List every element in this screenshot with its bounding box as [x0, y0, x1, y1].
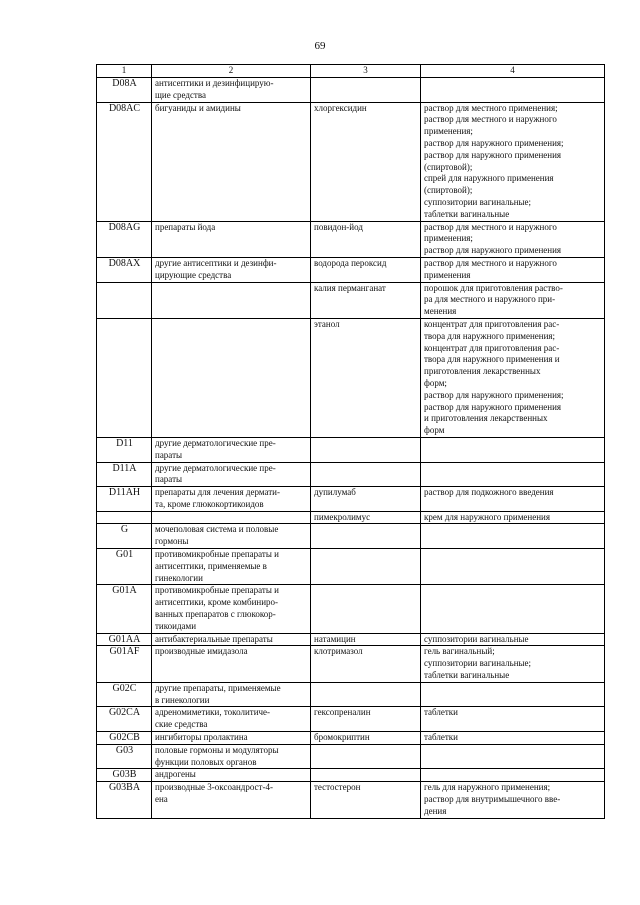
cell-text-line: форм [424, 425, 445, 436]
atc-code-cell: G01 [97, 549, 152, 585]
atc-code-cell: D11 [97, 437, 152, 462]
table-row [97, 744, 605, 769]
group-name-cell [152, 524, 311, 549]
dosage-forms-cell [421, 744, 605, 769]
group-name-cell [152, 318, 311, 437]
cell-text-line: ские средства [155, 719, 208, 730]
group-name-cell [152, 782, 311, 818]
drug-name-cell [311, 782, 421, 818]
cell-text-line: (спиртовой); [424, 161, 473, 172]
cell-text-line: таблетки вагинальные [424, 208, 510, 219]
table-row [97, 769, 605, 782]
table-row [97, 633, 605, 646]
cell-text-line: тикоидами [155, 620, 197, 631]
group-name-cell [152, 682, 311, 707]
drug-name-cell [311, 682, 421, 707]
atc-code-cell [97, 318, 152, 437]
atc-code-cell: D11A [97, 462, 152, 487]
atc-code-cell: G03 [97, 744, 152, 769]
cell-text-line: хлоргексидин [314, 102, 367, 113]
cell-text-line: бигуаниды и амидины [155, 102, 241, 113]
dosage-forms-cell [421, 257, 605, 282]
cell-text-line: препараты йода [155, 221, 216, 232]
cell-text-line: гель для наружного применения; [424, 782, 551, 793]
group-name-cell [152, 744, 311, 769]
group-name-cell [152, 633, 311, 646]
cell-text-line: антибактериальные препараты [155, 633, 273, 644]
drug-name-cell [311, 282, 421, 318]
atc-code-cell: G01AA [97, 633, 152, 646]
atc-code-cell: D08AC [97, 102, 152, 221]
cell-text-line: гель вагинальный; [424, 646, 495, 657]
dosage-forms-cell [421, 682, 605, 707]
dosage-forms-cell [421, 707, 605, 732]
cell-text-line: клотримазол [314, 646, 363, 657]
group-name-cell [152, 511, 311, 524]
cell-text-line: параты [155, 474, 183, 485]
cell-text-line: калия перманганат [314, 282, 386, 293]
group-name-cell [152, 769, 311, 782]
cell-text-line: крем для наружного применения [424, 511, 551, 522]
cell-text-line: раствор для наружного применения; [424, 389, 564, 400]
cell-text-line: твора для наружного применения и [424, 354, 560, 365]
drug-name-cell [311, 318, 421, 437]
cell-text-line: андрогены [155, 769, 196, 780]
cell-text-line: суппозитории вагинальные; [424, 196, 532, 207]
cell-text-line: твора для наружного применения; [424, 330, 556, 341]
cell-text-line: гормоны [155, 536, 189, 547]
cell-text-line: гинекологии [155, 572, 203, 583]
dosage-forms-cell [421, 769, 605, 782]
table-row [97, 646, 605, 682]
table-row [97, 221, 605, 257]
drug-name-cell [311, 585, 421, 633]
atc-code-cell: G03B [97, 769, 152, 782]
drug-name-cell [311, 102, 421, 221]
cell-text-line: пимекролимус [314, 511, 371, 522]
table-row [97, 102, 605, 221]
cell-text-line: раствор для местного и наружного [424, 114, 557, 125]
dosage-forms-cell [421, 782, 605, 818]
column-header: 4 [421, 65, 605, 78]
atc-code-cell: G03BA [97, 782, 152, 818]
cell-text-line: суппозитории вагинальные; [424, 658, 532, 669]
cell-text-line: повидон-йод [314, 221, 363, 232]
cell-text-line: тестостерон [314, 782, 361, 793]
table-row [97, 782, 605, 818]
drug-name-cell [311, 437, 421, 462]
drug-name-cell [311, 707, 421, 732]
dosage-forms-cell [421, 732, 605, 745]
group-name-cell [152, 221, 311, 257]
cell-text-line: натамицин [314, 633, 356, 644]
dosage-forms-cell [421, 102, 605, 221]
cell-text-line: ингибиторы пролактина [155, 732, 248, 743]
table-row [97, 707, 605, 732]
group-name-cell [152, 257, 311, 282]
cell-text-line: антисептики, кроме комбиниро- [155, 597, 279, 608]
cell-text-line: раствор для местного и наружного [424, 221, 557, 232]
page-number: 69 [314, 40, 326, 52]
atc-code-cell: D08AX [97, 257, 152, 282]
cell-text-line: производные имидазола [155, 646, 248, 657]
drug-name-cell [311, 524, 421, 549]
group-name-cell [152, 437, 311, 462]
cell-text-line: ра для местного и наружного при- [424, 294, 556, 305]
cell-text-line: дения [424, 805, 447, 816]
drug-name-cell [311, 769, 421, 782]
cell-text-line: применения [424, 269, 471, 280]
dosage-forms-cell [421, 633, 605, 646]
cell-text-line: бромокриптин [314, 732, 370, 743]
drug-name-cell [311, 511, 421, 524]
cell-text-line: приготовления лекарственных [424, 366, 541, 377]
drug-name-cell [311, 487, 421, 512]
drug-name-cell [311, 633, 421, 646]
cell-text-line: функции половых органов [155, 756, 257, 767]
cell-text-line: ена [155, 794, 168, 805]
cell-text-line: гексопреналин [314, 707, 371, 718]
dosage-forms-cell [421, 585, 605, 633]
atc-code-cell: G02CA [97, 707, 152, 732]
dosage-forms-cell [421, 487, 605, 512]
cell-text-line: ванных препаратов с глюкокор- [155, 609, 276, 620]
atc-code-cell: G [97, 524, 152, 549]
dosage-forms-cell [421, 78, 605, 103]
drug-name-cell [311, 221, 421, 257]
cell-text-line: таблетки вагинальные [424, 670, 510, 681]
cell-text-line: раствор для внутримышечного вве- [424, 794, 561, 805]
group-name-cell [152, 707, 311, 732]
cell-text-line: антисептики, применяемые в [155, 560, 267, 571]
atc-code-cell: D11AH [97, 487, 152, 512]
dosage-forms-cell [421, 221, 605, 257]
cell-text-line: в гинекологии [155, 694, 210, 705]
cell-text-line: щие средства [155, 89, 206, 100]
table-row [97, 524, 605, 549]
cell-text-line: половые гормоны и модуляторы [155, 744, 279, 755]
drug-name-cell [311, 646, 421, 682]
cell-text-line: концентрат для приготовления рас- [424, 342, 560, 353]
atc-code-cell: G02C [97, 682, 152, 707]
table-row [97, 487, 605, 512]
table-row [97, 437, 605, 462]
atc-code-cell [97, 282, 152, 318]
table-row [97, 511, 605, 524]
cell-text-line: дупилумаб [314, 487, 356, 498]
group-name-cell [152, 462, 311, 487]
drug-name-cell [311, 257, 421, 282]
cell-text-line: водорода пероксид [314, 257, 387, 268]
group-name-cell [152, 102, 311, 221]
header-row [97, 65, 605, 78]
group-name-cell [152, 585, 311, 633]
table-row [97, 462, 605, 487]
table-row [97, 549, 605, 585]
cell-text-line: производные 3-оксоандрост-4- [155, 782, 273, 793]
dosage-forms-cell [421, 511, 605, 524]
group-name-cell [152, 282, 311, 318]
table-row [97, 78, 605, 103]
drug-name-cell [311, 462, 421, 487]
cell-text-line: другие дерматологические пре- [155, 437, 276, 448]
column-header: 3 [311, 65, 421, 78]
cell-text-line: этанол [314, 318, 340, 329]
cell-text-line: спрей для наружного применения [424, 173, 554, 184]
cell-text-line: суппозитории вагинальные [424, 633, 529, 644]
cell-text-line: раствор для местного применения; [424, 102, 558, 113]
table-row [97, 682, 605, 707]
cell-text-line: цирующие средства [155, 269, 232, 280]
cell-text-line: препараты для лечения дермати- [155, 487, 280, 498]
atc-code-cell: D08A [97, 78, 152, 103]
group-name-cell [152, 78, 311, 103]
cell-text-line: та, кроме глюкокортикоидов [155, 498, 264, 509]
table-row [97, 257, 605, 282]
cell-text-line: противомикробные препараты и [155, 549, 279, 560]
cell-text-line: другие антисептики и дезинфи- [155, 257, 277, 268]
drug-table [96, 64, 605, 819]
cell-text-line: раствор для наружного применения [424, 245, 562, 256]
dosage-forms-cell [421, 462, 605, 487]
dosage-forms-cell [421, 646, 605, 682]
table-row [97, 732, 605, 745]
cell-text-line: менения [424, 306, 457, 317]
cell-text-line: раствор для наружного применения; [424, 137, 564, 148]
cell-text-line: концентрат для приготовления рас- [424, 318, 560, 329]
group-name-cell [152, 732, 311, 745]
cell-text-line: раствор для наружного применения [424, 401, 562, 412]
drug-name-cell [311, 549, 421, 585]
cell-text-line: и приготовления лекарственных [424, 413, 548, 424]
atc-code-cell [97, 511, 152, 524]
drug-name-cell [311, 78, 421, 103]
cell-text-line: таблетки [424, 707, 459, 718]
cell-text-line: раствор для наружного применения [424, 149, 562, 160]
cell-text-line: мочеполовая система и половые [155, 524, 279, 535]
column-header: 2 [152, 65, 311, 78]
table-row [97, 585, 605, 633]
column-header: 1 [97, 65, 152, 78]
cell-text-line: параты [155, 449, 183, 460]
cell-text-line: применения; [424, 126, 473, 137]
group-name-cell [152, 646, 311, 682]
group-name-cell [152, 549, 311, 585]
dosage-forms-cell [421, 524, 605, 549]
dosage-forms-cell [421, 549, 605, 585]
cell-text-line: раствор для подкожного введения [424, 487, 554, 498]
cell-text-line: другие дерматологические пре- [155, 462, 276, 473]
dosage-forms-cell [421, 318, 605, 437]
cell-text-line: адреномиметики, токолитиче- [155, 707, 271, 718]
drug-name-cell [311, 744, 421, 769]
group-name-cell [152, 487, 311, 512]
cell-text-line: порошок для приготовления раство- [424, 282, 563, 293]
atc-code-cell: G01AF [97, 646, 152, 682]
cell-text-line: антисептики и дезинфицирую- [155, 78, 274, 88]
dosage-forms-cell [421, 437, 605, 462]
cell-text-line: раствор для местного и наружного [424, 257, 557, 268]
cell-text-line: применения; [424, 233, 473, 244]
cell-text-line: (спиртовой); [424, 185, 473, 196]
cell-text-line: противомикробные препараты и [155, 585, 279, 596]
cell-text-line: другие препараты, применяемые [155, 682, 281, 693]
table-row [97, 318, 605, 437]
atc-code-cell: G02CB [97, 732, 152, 745]
cell-text-line: таблетки [424, 732, 459, 743]
cell-text-line: форм; [424, 377, 447, 388]
drug-name-cell [311, 732, 421, 745]
table-row [97, 282, 605, 318]
atc-code-cell: D08AG [97, 221, 152, 257]
atc-code-cell: G01A [97, 585, 152, 633]
dosage-forms-cell [421, 282, 605, 318]
